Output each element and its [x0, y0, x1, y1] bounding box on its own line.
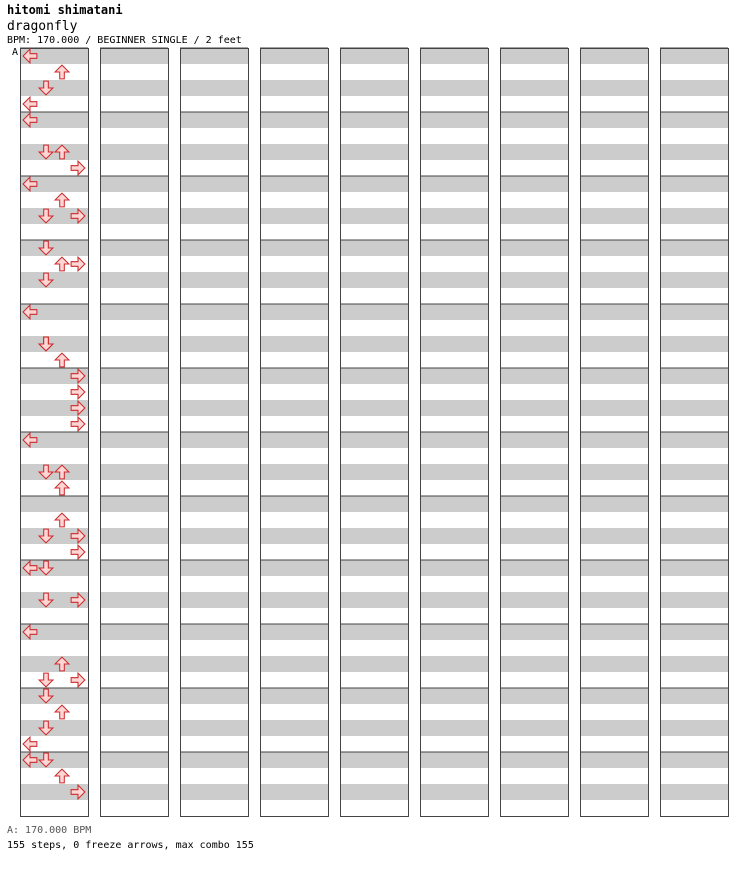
beat-stripe [340, 624, 408, 640]
beat-stripe [500, 560, 568, 576]
beat-stripe [100, 144, 168, 160]
beat-stripe [660, 48, 728, 64]
beat-stripe [100, 400, 168, 416]
beat-stripe [660, 464, 728, 480]
beat-stripe [20, 496, 88, 512]
beat-stripe [20, 688, 88, 704]
beat-stripe [580, 496, 648, 512]
beat-stripe [500, 112, 568, 128]
beat-stripe [580, 368, 648, 384]
beat-stripe [420, 176, 488, 192]
beat-stripe [660, 784, 728, 800]
chart-column [500, 48, 569, 817]
beat-stripe [340, 208, 408, 224]
beat-stripe [260, 688, 328, 704]
beat-stripe [100, 112, 168, 128]
beat-stripe [660, 144, 728, 160]
step-arrow-up-icon [55, 193, 69, 207]
beat-stripe [420, 560, 488, 576]
song-title: dragonfly [7, 19, 78, 34]
beat-stripe [100, 272, 168, 288]
beat-stripe [260, 528, 328, 544]
chart-column [180, 48, 249, 817]
step-arrow-up-icon [55, 705, 69, 719]
beat-stripe [500, 176, 568, 192]
beat-stripe [580, 240, 648, 256]
beat-stripe [180, 432, 248, 448]
beat-stripe [660, 368, 728, 384]
beat-stripe [260, 592, 328, 608]
beat-stripe [340, 112, 408, 128]
beat-stripe [580, 752, 648, 768]
beat-stripe [260, 784, 328, 800]
step-arrow-right-icon [71, 257, 85, 271]
beat-stripe [100, 432, 168, 448]
beat-stripe [500, 656, 568, 672]
beat-stripe [100, 368, 168, 384]
beat-stripe [180, 208, 248, 224]
beat-stripe [420, 656, 488, 672]
beat-stripe [420, 144, 488, 160]
chart-column [340, 48, 409, 817]
step-arrow-down-icon [39, 673, 53, 687]
step-arrow-left-icon [23, 737, 37, 751]
beat-stripe [420, 752, 488, 768]
beat-stripe [580, 624, 648, 640]
beat-stripe [340, 304, 408, 320]
beat-stripe [580, 336, 648, 352]
chart-info: BPM: 170.000 / BEGINNER SINGLE / 2 feet [7, 35, 242, 46]
beat-stripe [500, 400, 568, 416]
beat-stripe [420, 400, 488, 416]
beat-stripe [180, 688, 248, 704]
beat-stripe [100, 592, 168, 608]
beat-stripe [180, 272, 248, 288]
beat-stripe [340, 464, 408, 480]
beat-stripe [580, 80, 648, 96]
beat-stripe [180, 496, 248, 512]
beat-stripe [420, 112, 488, 128]
beat-stripe [180, 528, 248, 544]
beat-stripe [100, 752, 168, 768]
beat-stripe [180, 336, 248, 352]
beat-stripe [500, 240, 568, 256]
step-stats: 155 steps, 0 freeze arrows, max combo 155 [7, 840, 254, 851]
beat-stripe [180, 176, 248, 192]
beat-stripe [420, 464, 488, 480]
beat-stripe [260, 208, 328, 224]
beat-stripe [260, 112, 328, 128]
chart-column [660, 48, 729, 817]
beat-stripe [180, 464, 248, 480]
beat-stripe [420, 592, 488, 608]
step-arrow-up-icon [55, 513, 69, 527]
beat-stripe [500, 752, 568, 768]
beat-stripe [660, 304, 728, 320]
beat-stripe [500, 208, 568, 224]
step-arrow-right-icon [71, 161, 85, 175]
step-arrow-right-icon [71, 673, 85, 687]
beat-stripe [340, 528, 408, 544]
beat-stripe [660, 400, 728, 416]
beat-stripe [100, 336, 168, 352]
beat-stripe [180, 560, 248, 576]
beat-stripe [260, 656, 328, 672]
beat-stripe [180, 624, 248, 640]
beat-stripe [20, 656, 88, 672]
beat-stripe [420, 720, 488, 736]
beat-stripe [100, 528, 168, 544]
beat-stripe [420, 496, 488, 512]
beat-stripe [580, 688, 648, 704]
beat-stripe [580, 176, 648, 192]
beat-stripe [660, 336, 728, 352]
beat-stripe [100, 624, 168, 640]
step-arrow-up-icon [55, 257, 69, 271]
beat-stripe [180, 48, 248, 64]
beat-stripe [340, 592, 408, 608]
beat-stripe [340, 688, 408, 704]
beat-stripe [180, 112, 248, 128]
beat-stripe [180, 752, 248, 768]
beat-stripe [100, 240, 168, 256]
beat-stripe [660, 688, 728, 704]
beat-stripe [260, 560, 328, 576]
beat-stripe [420, 208, 488, 224]
beat-stripe [180, 656, 248, 672]
step-arrow-up-icon [55, 353, 69, 367]
beat-stripe [500, 784, 568, 800]
beat-stripe [260, 368, 328, 384]
beat-stripe [420, 240, 488, 256]
beat-stripe [260, 496, 328, 512]
beat-stripe [260, 464, 328, 480]
beat-stripe [580, 400, 648, 416]
beat-stripe [340, 272, 408, 288]
bpm-marker-label: A [12, 47, 19, 58]
beat-stripe [580, 720, 648, 736]
beat-stripe [260, 720, 328, 736]
beat-stripe [260, 400, 328, 416]
beat-stripe [500, 48, 568, 64]
beat-stripe [340, 752, 408, 768]
beat-stripe [340, 144, 408, 160]
beat-stripe [420, 688, 488, 704]
beat-stripe [20, 336, 88, 352]
beat-stripe [420, 80, 488, 96]
beat-stripe [180, 304, 248, 320]
beat-stripe [20, 80, 88, 96]
beat-stripe [660, 208, 728, 224]
beat-stripe [180, 240, 248, 256]
beat-stripe [340, 240, 408, 256]
beat-stripe [660, 720, 728, 736]
beat-stripe [100, 464, 168, 480]
beat-stripe [500, 336, 568, 352]
beat-stripe [500, 80, 568, 96]
beat-stripe [340, 560, 408, 576]
beat-stripe [180, 720, 248, 736]
chart-column [420, 48, 489, 817]
beat-stripe [580, 528, 648, 544]
beat-stripe [340, 496, 408, 512]
beat-stripe [580, 48, 648, 64]
beat-stripe [660, 560, 728, 576]
beat-stripe [260, 48, 328, 64]
step-arrow-right-icon [71, 417, 85, 431]
beat-stripe [260, 752, 328, 768]
beat-stripe [660, 624, 728, 640]
step-arrow-right-icon [71, 385, 85, 399]
beat-stripe [580, 560, 648, 576]
beat-stripe [660, 496, 728, 512]
beat-stripe [660, 80, 728, 96]
beat-stripe [20, 720, 88, 736]
beat-stripe [340, 656, 408, 672]
beat-stripe [180, 368, 248, 384]
chart-column [260, 48, 329, 817]
beat-stripe [100, 208, 168, 224]
beat-stripe [340, 432, 408, 448]
step-arrow-up-icon [55, 65, 69, 79]
beat-stripe [500, 496, 568, 512]
beat-stripe [500, 304, 568, 320]
beat-stripe [340, 80, 408, 96]
step-arrow-left-icon [23, 97, 37, 111]
beat-stripe [260, 80, 328, 96]
beat-stripe [340, 784, 408, 800]
beat-stripe [20, 240, 88, 256]
beat-stripe [660, 656, 728, 672]
beat-stripe [100, 656, 168, 672]
beat-stripe [20, 464, 88, 480]
beat-stripe [340, 720, 408, 736]
beat-stripe [340, 368, 408, 384]
beat-stripe [500, 720, 568, 736]
beat-stripe [500, 432, 568, 448]
beat-stripe [260, 624, 328, 640]
beat-stripe [100, 48, 168, 64]
beat-stripe [660, 432, 728, 448]
beat-stripe [580, 656, 648, 672]
beat-stripe [420, 528, 488, 544]
beat-stripe [500, 144, 568, 160]
beat-stripe [180, 80, 248, 96]
beat-stripe [180, 784, 248, 800]
beat-stripe [340, 336, 408, 352]
beat-stripe [100, 784, 168, 800]
beat-stripe [340, 48, 408, 64]
beat-stripe [660, 752, 728, 768]
chart-column [580, 48, 649, 817]
beat-stripe [500, 592, 568, 608]
beat-stripe [420, 784, 488, 800]
beat-stripe [500, 368, 568, 384]
chart-column [100, 48, 169, 817]
beat-stripe [180, 400, 248, 416]
beat-stripe [20, 144, 88, 160]
beat-stripe [580, 784, 648, 800]
beat-stripe [660, 528, 728, 544]
beat-stripe [260, 432, 328, 448]
beat-stripe [100, 80, 168, 96]
beat-stripe [500, 272, 568, 288]
beat-stripe [260, 272, 328, 288]
beat-stripe [420, 432, 488, 448]
beat-stripe [500, 528, 568, 544]
beat-stripe [420, 48, 488, 64]
artist-name: hitomi shimatani [7, 3, 123, 17]
beat-stripe [500, 464, 568, 480]
beat-stripe [420, 272, 488, 288]
beat-stripe [580, 208, 648, 224]
beat-stripe [20, 272, 88, 288]
beat-stripe [260, 304, 328, 320]
beat-stripe [660, 112, 728, 128]
beat-stripe [420, 624, 488, 640]
beat-stripe [660, 176, 728, 192]
beat-stripe [100, 496, 168, 512]
step-arrow-up-icon [55, 481, 69, 495]
beat-stripe [420, 304, 488, 320]
bpm-legend: A: 170.000 BPM [7, 825, 92, 836]
beat-stripe [340, 176, 408, 192]
beat-stripe [580, 432, 648, 448]
beat-stripe [260, 176, 328, 192]
beat-stripe [580, 464, 648, 480]
beat-stripe [420, 368, 488, 384]
beat-stripe [420, 336, 488, 352]
beat-stripe [100, 720, 168, 736]
beat-stripe [260, 240, 328, 256]
beat-stripe [100, 176, 168, 192]
beat-stripe [580, 112, 648, 128]
beat-stripe [660, 240, 728, 256]
beat-stripe [180, 144, 248, 160]
beat-stripe [260, 336, 328, 352]
beat-stripe [100, 560, 168, 576]
beat-stripe [580, 304, 648, 320]
beat-stripe [180, 592, 248, 608]
beat-stripe [580, 592, 648, 608]
beat-stripe [660, 592, 728, 608]
beat-stripe [580, 272, 648, 288]
beat-stripe [660, 272, 728, 288]
step-arrow-right-icon [71, 545, 85, 559]
beat-stripe [260, 144, 328, 160]
step-arrow-up-icon [55, 769, 69, 783]
beat-stripe [100, 304, 168, 320]
beat-stripe [500, 624, 568, 640]
beat-stripe [580, 144, 648, 160]
beat-stripe [100, 688, 168, 704]
beat-stripe [340, 400, 408, 416]
beat-stripe [500, 688, 568, 704]
